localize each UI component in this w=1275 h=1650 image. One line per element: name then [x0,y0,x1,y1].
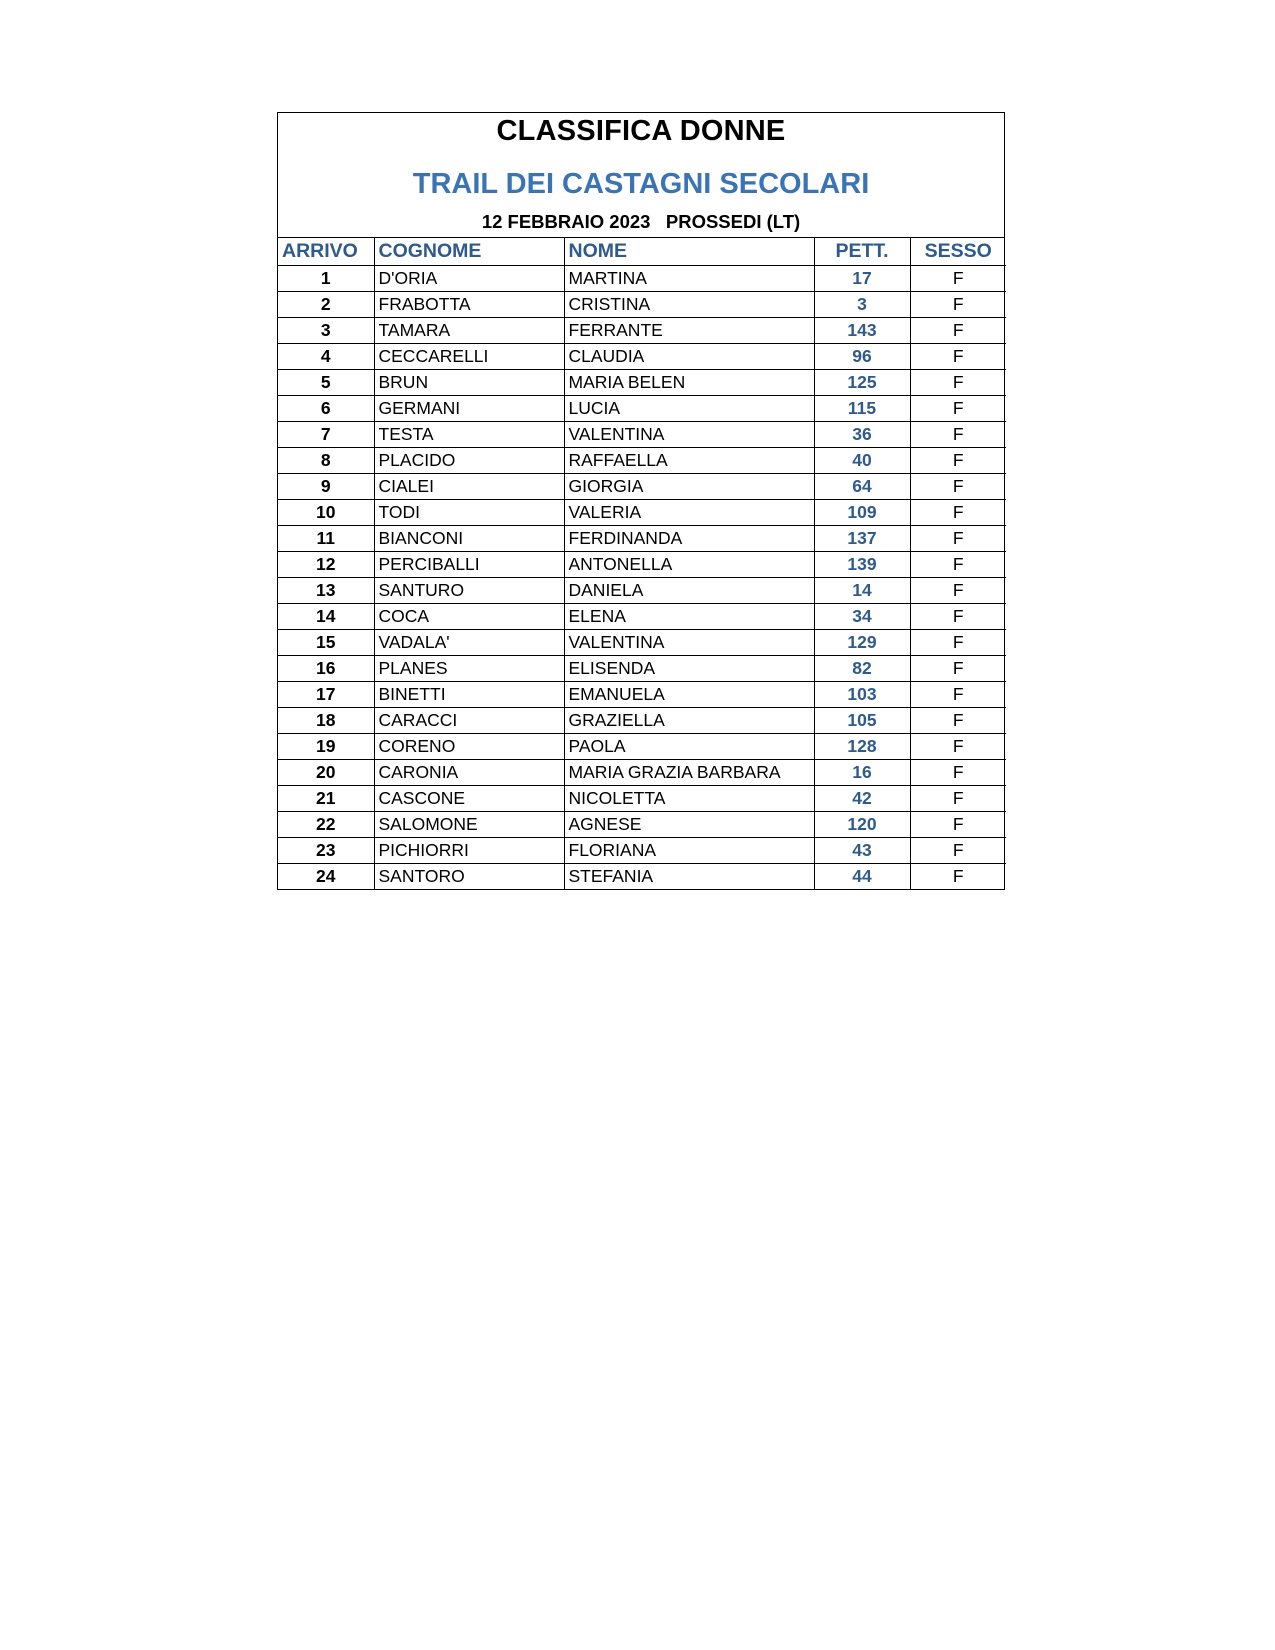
cell-pett: 96 [814,343,910,369]
cell-cognome: FRABOTTA [374,291,564,317]
cell-pett: 128 [814,733,910,759]
cell-nome: MARIA BELEN [564,369,814,395]
cell-pett: 17 [814,265,910,291]
cell-arrivo: 12 [278,551,374,577]
cell-sesso: F [910,421,1006,447]
cell-cognome: PICHIORRI [374,837,564,863]
cell-sesso: F [910,473,1006,499]
results-table [278,238,1006,889]
cell-arrivo: 3 [278,317,374,343]
cell-pett: 82 [814,655,910,681]
cell-arrivo: 15 [278,629,374,655]
cell-arrivo: 8 [278,447,374,473]
cell-cognome: CORENO [374,733,564,759]
table-row [278,395,1006,421]
cell-nome: ELISENDA [564,655,814,681]
table-row [278,265,1006,291]
cell-arrivo: 24 [278,863,374,889]
page-title: CLASSIFICA DONNE [496,115,786,147]
cell-nome: FERRANTE [564,317,814,343]
cell-sesso: F [910,707,1006,733]
cell-arrivo: 6 [278,395,374,421]
cell-arrivo: 20 [278,759,374,785]
table-row [278,837,1006,863]
column-header-sesso: SESSO [910,238,1006,265]
cell-nome: STEFANIA [564,863,814,889]
cell-pett: 40 [814,447,910,473]
cell-sesso: F [910,759,1006,785]
table-row [278,291,1006,317]
cell-sesso: F [910,499,1006,525]
cell-pett: 36 [814,421,910,447]
cell-sesso: F [910,577,1006,603]
cell-arrivo: 11 [278,525,374,551]
cell-pett: 139 [814,551,910,577]
cell-arrivo: 14 [278,603,374,629]
cell-sesso: F [952,865,964,886]
cell-pett: 129 [814,629,910,655]
table-row [278,681,1006,707]
cell-pett: 109 [814,499,910,525]
cell-cognome: CARACCI [374,707,564,733]
cell-arrivo: 1 [278,265,374,291]
table-row [278,759,1006,785]
cell-arrivo: 5 [278,369,374,395]
cell-pett: 137 [814,525,910,551]
table-row [278,525,1006,551]
cell-pett: 3 [814,291,910,317]
cell-sesso: F [910,811,1006,837]
cell-sesso: F [910,369,1006,395]
table-row [278,655,1006,681]
results-body [278,265,1006,889]
cell-nome: FERDINANDA [564,525,814,551]
cell-nome: NICOLETTA [564,785,814,811]
cell-nome: ANTONELLA [564,551,814,577]
cell-cognome: CIALEI [374,473,564,499]
cell-sesso: F [910,265,1006,291]
table-row [278,733,1006,759]
cell-cognome: SANTORO [374,863,564,889]
cell-cognome: TAMARA [374,317,564,343]
cell-arrivo: 9 [278,473,374,499]
cell-nome: GIORGIA [564,473,814,499]
cell-arrivo: 13 [278,577,374,603]
cell-nome: FLORIANA [564,837,814,863]
table-row [278,421,1006,447]
cell-arrivo: 16 [278,655,374,681]
cell-sesso: F [910,343,1006,369]
cell-arrivo: 18 [278,707,374,733]
event-date-location: 12 FEBBRAIO 2023 PROSSEDI (LT) [481,211,801,232]
table-row [278,863,1006,889]
cell-arrivo: 4 [278,343,374,369]
table-row [278,629,1006,655]
cell-cognome: GERMANI [374,395,564,421]
cell-cognome: TODI [374,499,564,525]
cell-nome: PAOLA [564,733,814,759]
table-row [278,499,1006,525]
cell-cognome: CECCARELLI [374,343,564,369]
cell-arrivo: 17 [278,681,374,707]
cell-pett: 120 [814,811,910,837]
cell-sesso: F [910,291,1006,317]
cell-sesso: F [910,733,1006,759]
cell-nome: VALENTINA [564,421,814,447]
cell-pett: 16 [814,759,910,785]
cell-sesso: F [910,551,1006,577]
event-name: TRAIL DEI CASTAGNI SECOLARI [412,168,870,200]
cell-nome: DANIELA [564,577,814,603]
cell-nome: CLAUDIA [564,343,814,369]
cell-pett: 64 [814,473,910,499]
cell-arrivo: 2 [278,291,374,317]
cell-pett: 14 [814,577,910,603]
cell-nome: CRISTINA [564,291,814,317]
cell-arrivo: 19 [278,733,374,759]
cell-sesso: F [910,395,1006,421]
cell-pett: 105 [814,707,910,733]
cell-nome: MARTINA [564,265,814,291]
cell-cognome: SANTURO [374,577,564,603]
cell-nome: MARIA GRAZIA BARBARA [564,759,814,785]
cell-sesso: F [910,785,1006,811]
cell-cognome: VADALA' [374,629,564,655]
cell-nome: GRAZIELLA [564,707,814,733]
cell-cognome: BINETTI [374,681,564,707]
column-header-arrivo: ARRIVO [278,238,374,265]
cell-sesso: F [910,447,1006,473]
cell-cognome: PLACIDO [374,447,564,473]
cell-pett: 125 [814,369,910,395]
table-row [278,785,1006,811]
cell-cognome: PERCIBALLI [374,551,564,577]
cell-pett: 34 [814,603,910,629]
cell-pett: 43 [814,837,910,863]
table-row [278,577,1006,603]
cell-arrivo: 10 [278,499,374,525]
table-row [278,317,1006,343]
table-row [278,473,1006,499]
cell-sesso: F [910,317,1006,343]
cell-pett: 44 [814,863,910,889]
column-header-pett: PETT. [814,238,910,265]
cell-nome: LUCIA [564,395,814,421]
cell-sesso: F [910,837,1006,863]
sheet-header [278,113,1004,238]
cell-cognome: COCA [374,603,564,629]
cell-nome: EMANUELA [564,681,814,707]
table-header-row [278,238,1006,265]
cell-cognome: PLANES [374,655,564,681]
cell-cognome: BIANCONI [374,525,564,551]
cell-nome: ELENA [564,603,814,629]
cell-cognome: BRUN [374,369,564,395]
cell-cognome: SALOMONE [374,811,564,837]
cell-arrivo: 22 [278,811,374,837]
cell-sesso: F [910,629,1006,655]
table-row [278,707,1006,733]
cell-pett: 103 [814,681,910,707]
cell-cognome: CASCONE [374,785,564,811]
column-header-cognome: COGNOME [374,238,564,265]
cell-sesso: F [910,603,1006,629]
cell-nome: VALERIA [564,499,814,525]
cell-cognome: CARONIA [374,759,564,785]
table-row [278,551,1006,577]
cell-pett: 143 [814,317,910,343]
table-row [278,447,1006,473]
cell-pett: 115 [814,395,910,421]
cell-cognome: TESTA [374,421,564,447]
cell-cognome: D'ORIA [374,265,564,291]
cell-sesso: F [910,681,1006,707]
cell-nome: RAFFAELLA [564,447,814,473]
table-row [278,343,1006,369]
cell-arrivo: 23 [278,837,374,863]
cell-sesso: F [910,655,1006,681]
table-row [278,603,1006,629]
cell-pett: 42 [814,785,910,811]
column-header-nome: NOME [564,238,814,265]
cell-nome: AGNESE [564,811,814,837]
results-sheet [277,112,1005,890]
table-row [278,369,1006,395]
cell-arrivo: 7 [278,421,374,447]
cell-nome: VALENTINA [564,629,814,655]
table-row [278,811,1006,837]
cell-sesso: F [910,525,1006,551]
cell-arrivo: 21 [278,785,374,811]
